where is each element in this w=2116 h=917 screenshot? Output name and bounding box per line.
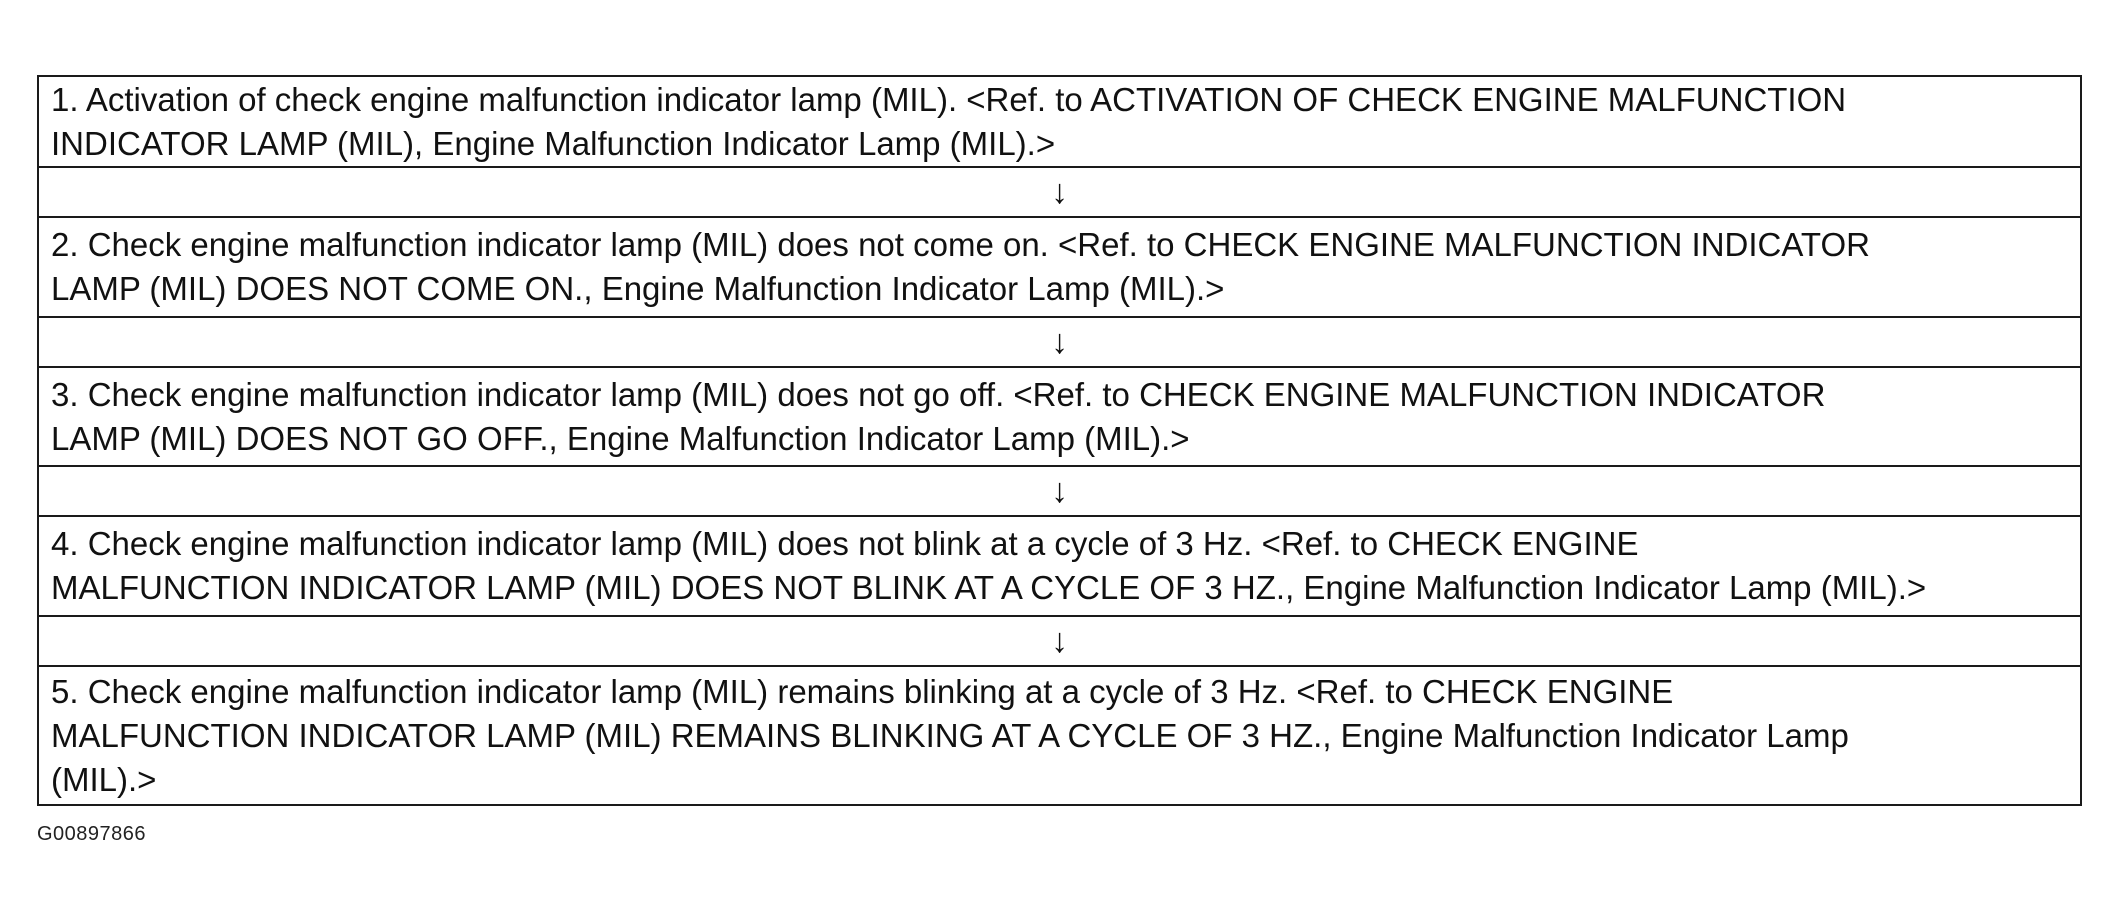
step-5-line-1: 5. Check engine malfunction indicator lamp (MIL) remains blinking at a cycle of 3 Hz. <Ref. to CHECK ENGINE bbox=[51, 672, 1674, 710]
step-2-line-2: LAMP (MIL) DOES NOT COME ON., Engine Malfunction Indicator Lamp (MIL).> bbox=[51, 270, 1225, 307]
step-5-line-2: MALFUNCTION INDICATOR LAMP (MIL) REMAINS BLINKING AT A CYCLE OF 3 HZ., Engine Malfunction Indicator Lamp bbox=[51, 716, 1849, 754]
arrow-down-icon: ↓ bbox=[1051, 323, 1068, 361]
arrow-down-icon: ↓ bbox=[1051, 622, 1068, 660]
step-1-line-2: INDICATOR LAMP (MIL), Engine Malfunction Indicator Lamp (MIL).> bbox=[51, 124, 1056, 162]
flow-arrow-1 bbox=[39, 166, 2080, 218]
step-5 bbox=[39, 667, 2080, 804]
step-2-line-1: 2. Check engine malfunction indicator lamp (MIL) does not come on. <Ref. to CHECK ENGINE MALFUNCTION INDICATOR bbox=[51, 226, 1870, 263]
flowchart-table bbox=[37, 75, 2082, 806]
step-3-line-2: LAMP (MIL) DOES NOT GO OFF., Engine Malfunction Indicator Lamp (MIL).> bbox=[51, 419, 1190, 457]
step-1 bbox=[39, 77, 2080, 166]
step-3-line-1: 3. Check engine malfunction indicator lamp (MIL) does not go off. <Ref. to CHECK ENGINE MALFUNCTION INDICATOR bbox=[51, 375, 1826, 413]
figure-id-label: G00897866 bbox=[37, 823, 147, 845]
step-1-line-1: 1. Activation of check engine malfunction indicator lamp (MIL). <Ref. to ACTIVATION OF CHECK ENGINE MALFUNCTION bbox=[51, 80, 1847, 118]
flow-arrow-2 bbox=[39, 316, 2080, 368]
flow-arrow-3 bbox=[39, 465, 2080, 517]
step-4-line-2: MALFUNCTION INDICATOR LAMP (MIL) DOES NOT BLINK AT A CYCLE OF 3 HZ., Engine Malfunction Indicator Lamp (MIL).> bbox=[51, 569, 1927, 606]
step-2 bbox=[39, 218, 2080, 316]
step-4 bbox=[39, 517, 2080, 615]
arrow-down-icon: ↓ bbox=[1051, 472, 1068, 510]
step-3 bbox=[39, 368, 2080, 465]
flow-arrow-4 bbox=[39, 615, 2080, 667]
step-4-line-1: 4. Check engine malfunction indicator lamp (MIL) does not blink at a cycle of 3 Hz. <Ref. to CHECK ENGINE bbox=[51, 525, 1639, 562]
step-5-line-3: (MIL).> bbox=[51, 760, 157, 798]
arrow-down-icon: ↓ bbox=[1051, 173, 1068, 211]
